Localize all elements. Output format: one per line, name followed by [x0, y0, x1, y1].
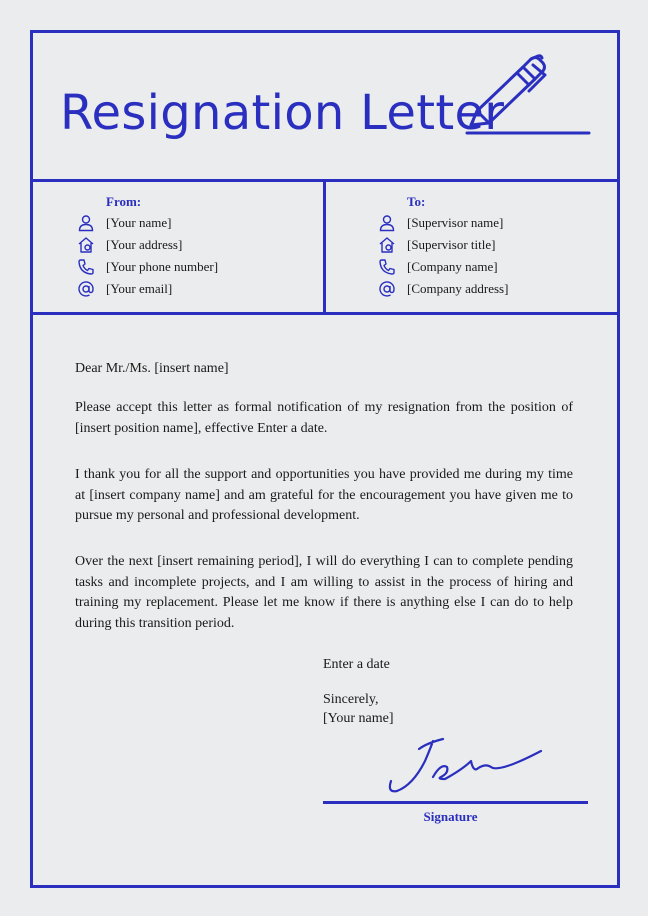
from-email: [Your email] [106, 281, 173, 296]
sender-name: [Your name] [323, 711, 394, 726]
signature-line [323, 801, 588, 804]
to-company-address: [Company address] [407, 281, 509, 296]
salutation: Dear Mr./Ms. [insert name] [75, 361, 229, 376]
from-address: [Your address] [106, 237, 183, 252]
person-icon [378, 214, 396, 232]
phone-icon [378, 258, 396, 276]
at-icon [378, 280, 396, 298]
handwritten-signature [373, 733, 553, 795]
letter-frame [30, 30, 620, 888]
from-phone-row [77, 256, 317, 278]
from-section [33, 182, 326, 312]
from-heading: From: [106, 194, 142, 209]
phone-icon [77, 258, 95, 276]
letter-date: Enter a date [323, 657, 390, 672]
paragraph-3: Over the next [insert remaining period], I will do everything I can to complete pending tasks and incomplete projects, and I am willing to assist in the process of hiring and training my replacement. Please let me know if there is anything else I can do to help during this transition period. [75, 554, 573, 631]
to-heading: To: [407, 194, 426, 209]
closing: Sincerely, [323, 692, 379, 707]
pen-icon [465, 53, 595, 138]
from-address-row [77, 234, 317, 256]
from-phone: [Your phone number] [106, 259, 219, 274]
person-icon [77, 214, 95, 232]
from-name: [Your name] [106, 215, 172, 230]
from-name-row [77, 212, 317, 234]
to-supervisor-name: [Supervisor name] [407, 215, 504, 230]
to-company-address-row [378, 278, 618, 300]
signature-label: Signature [423, 809, 478, 824]
to-company-name-row [378, 256, 618, 278]
paragraph-2: I thank you for all the support and opportunities you have provided me during my time at [insert company name] and am grateful for the encouragement you have given me to pursue my personal and professional development. [75, 467, 573, 523]
home-icon [77, 236, 95, 254]
page-title: Resignation Letter [60, 85, 505, 141]
section-divider [33, 312, 617, 315]
at-icon [77, 280, 95, 298]
to-company-name: [Company name] [407, 259, 498, 274]
paragraph-1: Please accept this letter as formal notification of my resignation from the position of [insert position name], effective Enter a date. [75, 400, 573, 436]
home-icon [378, 236, 396, 254]
to-supervisor-name-row [378, 212, 618, 234]
to-supervisor-title: [Supervisor title] [407, 237, 496, 252]
letter-header [33, 33, 617, 182]
from-email-row [77, 278, 317, 300]
to-section [326, 182, 617, 312]
to-supervisor-title-row [378, 234, 618, 256]
